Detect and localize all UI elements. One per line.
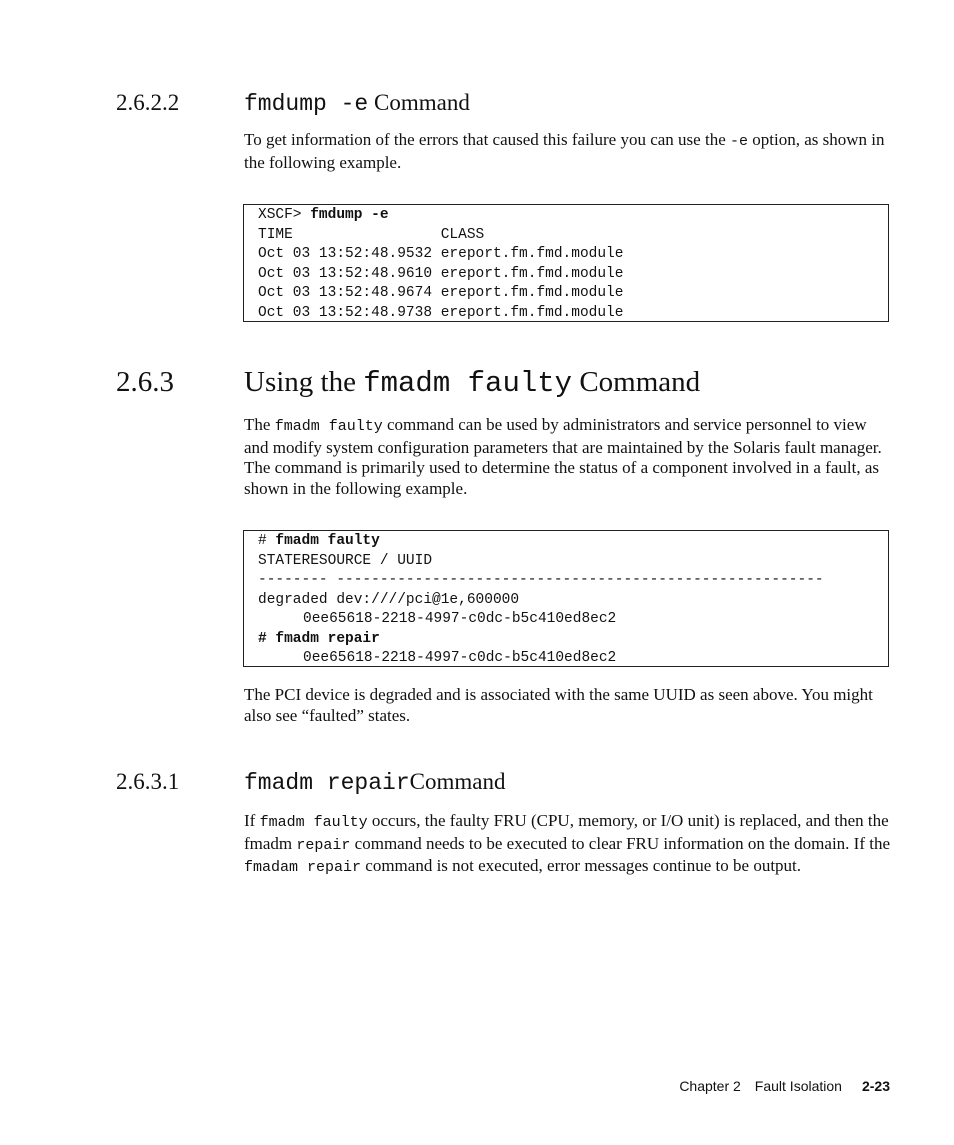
command: fmdump -e <box>310 207 389 223</box>
footer-section: Fault Isolation <box>754 1078 842 1094</box>
paragraph-fmadm-repair <box>244 811 894 879</box>
inline-code: fmadm faulty <box>274 418 383 435</box>
inline-code: fmadm faulty <box>259 814 368 831</box>
text-run: If <box>244 811 256 830</box>
section-number-2-6-3-1: 2.6.3.1 <box>116 769 180 794</box>
title-code: fmadm faulty <box>363 367 573 400</box>
code-line: Oct 03 13:52:48.9738 ereport.fm.fmd.module <box>258 304 624 321</box>
code-line-prompt <box>258 532 888 552</box>
code-line-prompt <box>258 206 888 226</box>
code-line: Oct 03 13:52:48.9674 ereport.fm.fmd.module <box>258 285 624 301</box>
code-line-separator: -------- -------------------------------------------------------- <box>258 572 824 588</box>
text-run: command is not executed, error messages continue to be output. <box>365 856 802 875</box>
command: # fmadm repair <box>258 630 380 647</box>
inline-code: repair <box>296 836 351 854</box>
code-line-uuid: 0ee65618-2218-4997-c0dc-b5c410ed8ec2 <box>303 611 617 627</box>
code-block-fmadm <box>243 530 889 667</box>
inline-code: -e <box>730 133 749 150</box>
text-run: occurs, the faulty FRU (CPU, memory, or I/O unit) is replaced, and then the fmadm <box>244 811 889 853</box>
section-title-fmdump-e <box>244 90 470 117</box>
prompt: XSCF> <box>258 207 311 223</box>
footer-chapter: Chapter 2 <box>679 1078 741 1094</box>
paragraph-fmadm-intro <box>244 415 894 499</box>
title-code: fmadm repair <box>244 770 410 796</box>
code-line: Oct 03 13:52:48.9610 ereport.fm.fmd.module <box>258 265 624 282</box>
command: fmadm faulty <box>275 533 380 549</box>
page-number: 2-23 <box>861 1078 890 1094</box>
code-line-command <box>258 630 888 650</box>
code-block-fmdump <box>243 204 889 322</box>
text-run: The <box>244 415 271 434</box>
code-line: degraded dev:////pci@1e,600000 <box>258 591 520 608</box>
title-text: Using the <box>244 366 356 398</box>
text-run: command can be used by administrators and service personnel to view and modify system configuration parameters that are maintained by the Solaris fault manager. The command is primarily used to determine the status of a component involved in a fault, as shown in the following example. <box>244 415 882 498</box>
text-run: option, as shown in the following example. <box>244 130 885 172</box>
text-run: command needs to be executed to clear FRU information on the domain. If the <box>354 833 891 853</box>
section-title-fmadm-repair <box>244 769 505 796</box>
code-line: STATERESOURCE / UUID <box>258 552 433 569</box>
paragraph-pci-degraded: The PCI device is degraded and is associated with the same UUID as seen above. You might also see “faulted” states. <box>244 685 873 725</box>
text-run: To get information of the errors that caused this failure you can use the <box>244 130 726 149</box>
code-line: Oct 03 13:52:48.9532 ereport.fm.fmd.module <box>258 246 624 262</box>
inline-code: fmadam repair <box>244 859 362 876</box>
title-text: Command <box>579 366 701 398</box>
code-line-uuid: 0ee65618-2218-4997-c0dc-b5c410ed8ec2 <box>303 650 617 666</box>
page-footer <box>679 1078 890 1094</box>
section-title-fmadm-faulty <box>244 366 700 400</box>
title-code: fmdump -e <box>244 91 369 117</box>
prompt: # <box>258 533 276 549</box>
section-number-2-6-3: 2.6.3 <box>116 366 174 398</box>
title-text: Command <box>409 769 506 794</box>
code-line: TIME CLASS <box>258 226 485 243</box>
paragraph-fmdump-intro <box>244 130 894 173</box>
title-text: Command <box>373 90 470 115</box>
section-number-2-6-2-2: 2.6.2.2 <box>116 90 180 115</box>
